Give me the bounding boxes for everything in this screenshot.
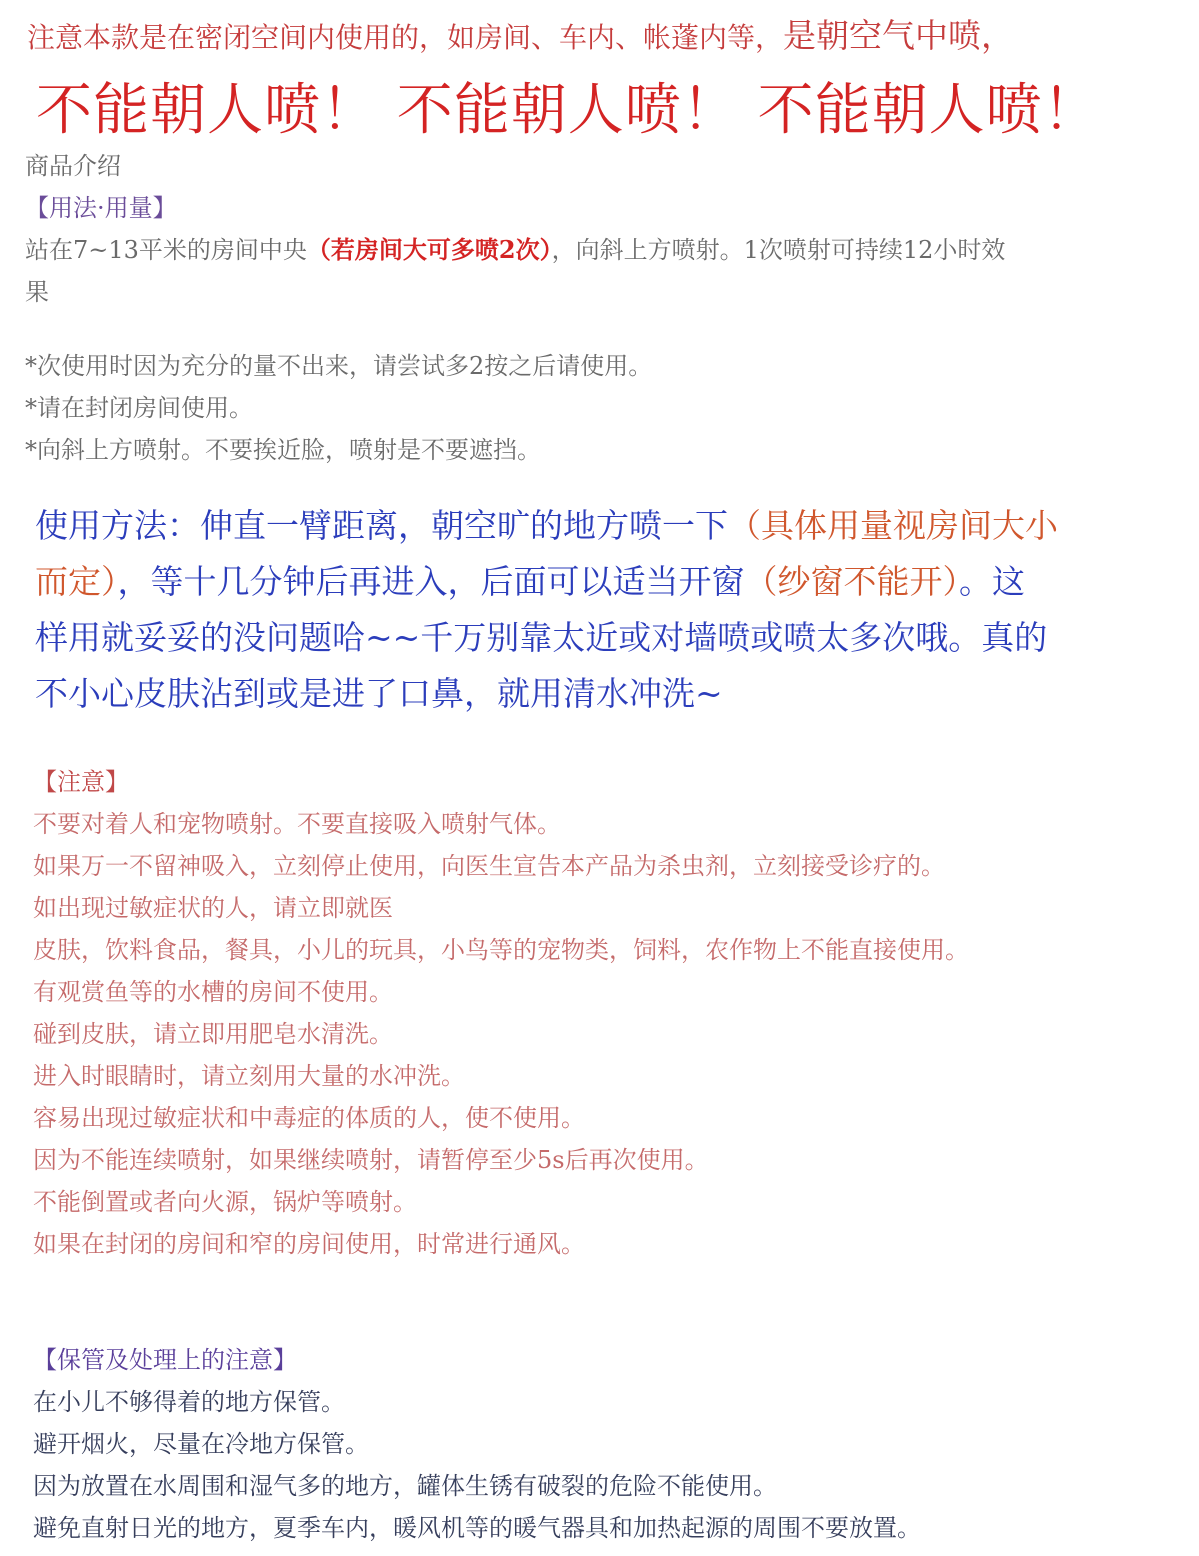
usage-text-b: ，向斜上方喷射。1次喷射可持续12小时效 — [551, 236, 1006, 264]
method-line-1 — [35, 500, 1058, 547]
storage-item: 因为放置在水周围和湿气多的地方，罐体生锈有破裂的危险不能使用。 — [33, 1472, 777, 1500]
caution-item: 有观赏鱼等的水槽的房间不使用。 — [33, 978, 393, 1006]
caution-item: 碰到皮肤，请立即用肥皂水清洗。 — [33, 1020, 393, 1048]
method-paren: 而定） — [35, 562, 118, 601]
method-text: 。这 — [959, 562, 1025, 601]
method-text: 使用方法：伸直一臂距离，朝空旷的地方喷一下 — [35, 506, 728, 545]
caution-heading: 【注意】 — [33, 768, 129, 796]
caution-item: 如果万一不留神吸入，立刻停止使用，向医生宣告本产品为杀虫剂，立刻接受诊疗的。 — [33, 852, 945, 880]
method-line-4: 不小心皮肤沾到或是进了口鼻，就用清水冲洗~ — [35, 674, 723, 713]
storage-item: 避免直射日光的地方，夏季车内，暖风机等的暖气器具和加热起源的周围不要放置。 — [33, 1514, 921, 1542]
top-notice-text: 注意本款是在密闭空间内使用的，如房间、车内、帐蓬内等， — [27, 21, 784, 54]
top-notice-emphasis: 是朝空气中喷， — [783, 16, 1015, 55]
note-item: *请在封闭房间使用。 — [25, 394, 253, 422]
method-text: ，等十几分钟后再进入，后面可以适当开窗 — [117, 562, 745, 601]
caution-item: 进入时眼睛时，请立刻用大量的水冲洗。 — [33, 1062, 465, 1090]
usage-emphasis: （若房间大可多喷2次） — [306, 235, 552, 264]
caution-item: 不能倒置或者向火源，锅炉等喷射。 — [33, 1188, 417, 1216]
storage-item: 在小儿不够得着的地方保管。 — [33, 1388, 345, 1416]
method-paren: （纱窗不能开） — [744, 562, 959, 601]
caution-item: 不要对着人和宠物喷射。不要直接吸入喷射气体。 — [33, 810, 561, 838]
intro-title: 商品介绍 — [25, 152, 121, 180]
note-item: *次使用时因为充分的量不出来，请尝试多2按之后请使用。 — [25, 352, 653, 380]
caution-item: 如果在封闭的房间和窄的房间使用，时常进行通风。 — [33, 1230, 585, 1258]
usage-heading: 【用法·用量】 — [25, 194, 177, 222]
top-notice — [27, 10, 1014, 57]
storage-heading: 【保管及处理上的注意】 — [33, 1346, 297, 1374]
note-item: *向斜上方喷射。不要挨近脸，喷射是不要遮挡。 — [25, 436, 541, 464]
usage-text-a: 站在7~13平米的房间中央 — [25, 236, 307, 264]
method-line-3: 样用就妥妥的没问题哈~~千万别靠太近或对墙喷或喷太多次哦。真的 — [35, 618, 1048, 657]
caution-item: 容易出现过敏症状和中毒症的体质的人，使不使用。 — [33, 1104, 585, 1132]
method-paren: （具体用量视房间大小 — [728, 506, 1058, 545]
caution-item: 皮肤，饮料食品，餐具，小儿的玩具，小鸟等的宠物类，饲料，农作物上不能直接使用。 — [33, 936, 969, 964]
storage-item: 避开烟火，尽量在冷地方保管。 — [33, 1430, 369, 1458]
method-line-2 — [35, 556, 1025, 603]
usage-line-2: 果 — [25, 278, 49, 306]
usage-line-1 — [25, 230, 1005, 265]
big-warning: 不能朝人喷！ 不能朝人喷！ 不能朝人喷！ — [36, 78, 1100, 143]
caution-item: 因为不能连续喷射，如果继续喷射，请暂停至少5s后再次使用。 — [33, 1146, 709, 1174]
caution-item: 如出现过敏症状的人，请立即就医 — [33, 894, 393, 922]
